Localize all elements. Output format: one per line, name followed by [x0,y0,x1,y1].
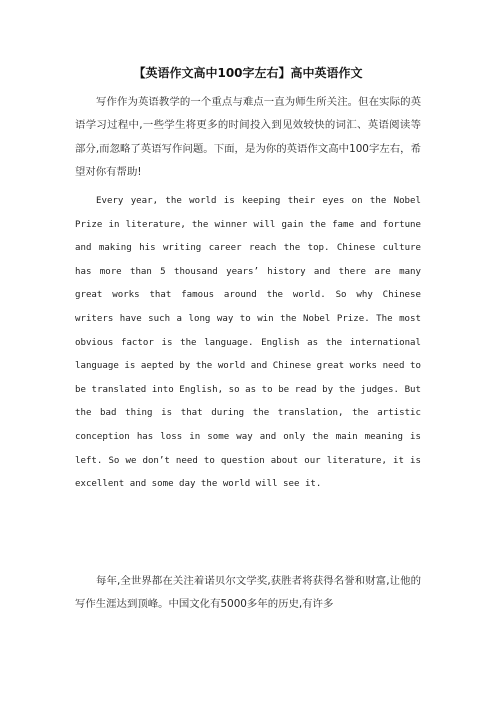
document-title: 【英语作文高中100字左右】高中英语作文 [133,66,363,80]
chinese-translation-paragraph: 每年,全世界都在关注着诺贝尔文学奖,获胜者将获得名誉和财富,让他的写作生涯达到顶峰。中国文化有5000多年的历史,有许多 [75,575,421,611]
intro-paragraph: 写作作为英语教学的一个重点与难点一直为师生所关注。但在实际的英语学习过程中,一些学生将更多的时间投入到见效较快的词汇、英语阅读等部分,而忽略了英语写作问题。下面，是为你的英语作文高中100字左右，希望对你有帮助! [75,96,421,179]
english-essay-paragraph: Every year, the world is keeping their eyes on the Nobel Prize in literature, the winner will gain the fame and fortune and making his writing career reach the top. Chinese culture has more than 5 thousand years’ history and there are many great works that famous around the world. So why Chinese writers have such a long way to win the Nobel Prize. The most obvious factor is the language. English as the international language is aepted by the world and Chinese great works need to be translated into English, so as to be read by the judges. But the bad thing is that during the translation, the artistic conception has loss in some way and only the main meaning is left. So we don’t need to question about our literature, it is excellent and some day the world will see it. [75,196,421,490]
